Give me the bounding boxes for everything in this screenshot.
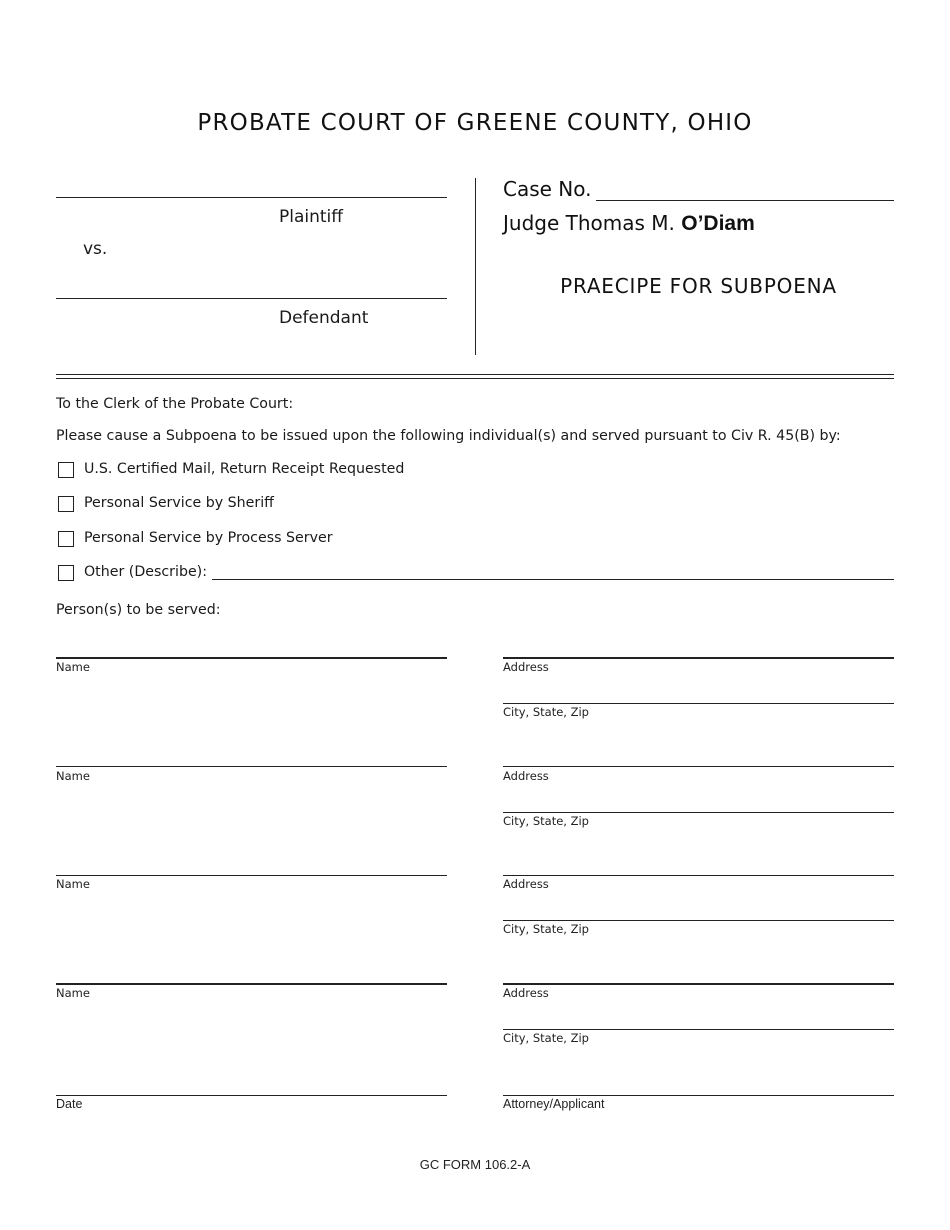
- date-label: Date: [56, 1097, 83, 1111]
- person-2-city-label: City, State, Zip: [503, 814, 589, 828]
- certified-mail-label: U.S. Certified Mail, Return Receipt Requested: [84, 461, 405, 477]
- date-line[interactable]: [56, 1095, 447, 1096]
- other-checkbox[interactable]: [58, 565, 74, 581]
- person-2-name-label: Name: [56, 769, 90, 783]
- sheriff-checkbox[interactable]: [58, 496, 74, 512]
- person-2-address-label: Address: [503, 769, 549, 783]
- caption-divider: [475, 178, 476, 355]
- person-1-city-line[interactable]: [503, 703, 894, 704]
- sheriff-label: Personal Service by Sheriff: [84, 495, 274, 511]
- separator-bottom: [56, 378, 894, 379]
- vs-label: vs.: [83, 239, 108, 259]
- plaintiff-label: Plaintiff: [279, 207, 343, 227]
- person-3-name-label: Name: [56, 877, 90, 891]
- person-1-name-label: Name: [56, 660, 90, 674]
- court-title: PROBATE COURT OF GREENE COUNTY, OHIO: [197, 110, 753, 136]
- person-3-address-line[interactable]: [503, 875, 894, 876]
- person-4-name-label: Name: [56, 986, 90, 1000]
- person-4-address-line[interactable]: [503, 983, 894, 985]
- other-label: Other (Describe):: [84, 564, 207, 580]
- person-1-city-label: City, State, Zip: [503, 705, 589, 719]
- persons-label: Person(s) to be served:: [56, 602, 221, 618]
- person-2-name-line[interactable]: [56, 766, 447, 767]
- person-3-city-line[interactable]: [503, 920, 894, 921]
- person-1-name-line[interactable]: [56, 657, 447, 659]
- attorney-label: Attorney/Applicant: [503, 1097, 605, 1111]
- person-3-city-label: City, State, Zip: [503, 922, 589, 936]
- case-no-label: Case No.: [503, 177, 592, 201]
- process-server-checkbox[interactable]: [58, 531, 74, 547]
- form-title: PRAECIPE FOR SUBPOENA: [560, 274, 837, 298]
- case-no-line[interactable]: [596, 200, 894, 201]
- salutation: To the Clerk of the Probate Court:: [56, 396, 294, 412]
- person-2-address-line[interactable]: [503, 766, 894, 767]
- form-number: GC FORM 106.2-A: [419, 1157, 531, 1172]
- judge-line: [503, 211, 755, 236]
- certified-mail-checkbox[interactable]: [58, 462, 74, 478]
- person-3-address-label: Address: [503, 877, 549, 891]
- person-4-city-label: City, State, Zip: [503, 1031, 589, 1045]
- person-4-address-label: Address: [503, 986, 549, 1000]
- person-2-city-line[interactable]: [503, 812, 894, 813]
- defendant-label: Defendant: [279, 308, 369, 328]
- person-1-address-label: Address: [503, 660, 549, 674]
- attorney-line[interactable]: [503, 1095, 894, 1096]
- person-3-name-line[interactable]: [56, 875, 447, 876]
- person-4-name-line[interactable]: [56, 983, 447, 985]
- person-1-address-line[interactable]: [503, 657, 894, 659]
- judge-name: O’Diam: [681, 212, 755, 235]
- other-describe-line[interactable]: [212, 579, 894, 580]
- instruction: Please cause a Subpoena to be issued upon the following individual(s) and served pursuant to Civ R. 45(B) by:: [56, 428, 841, 444]
- defendant-line[interactable]: [56, 298, 447, 299]
- judge-prefix: Judge Thomas M.: [503, 211, 675, 235]
- person-4-city-line[interactable]: [503, 1029, 894, 1030]
- plaintiff-line[interactable]: [56, 197, 447, 198]
- separator-top: [56, 374, 894, 375]
- process-server-label: Personal Service by Process Server: [84, 530, 333, 546]
